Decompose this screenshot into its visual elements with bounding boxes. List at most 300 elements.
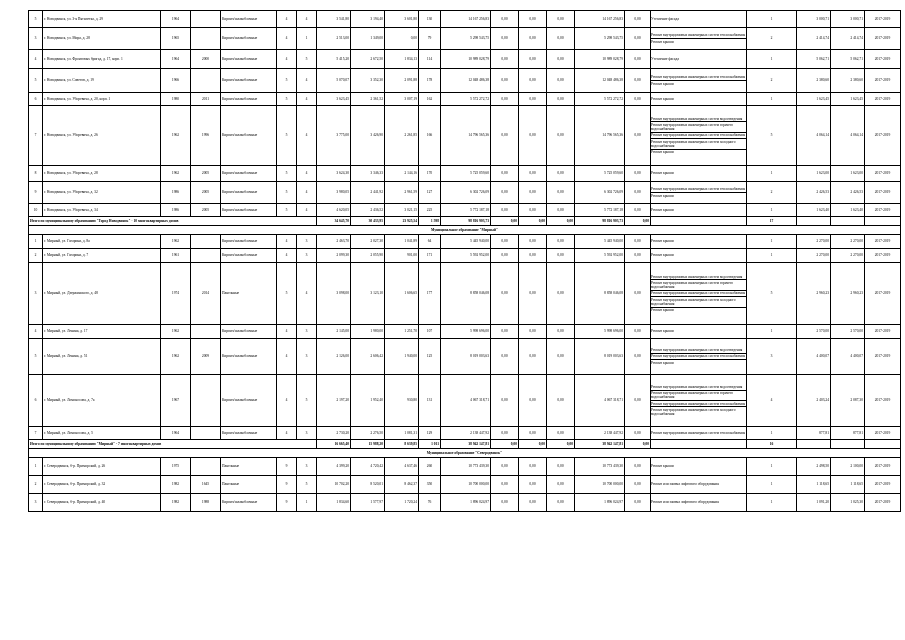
floors-cell: 4 (277, 375, 297, 427)
total-value: 34 645,70 (317, 217, 351, 226)
year-built-cell: 1964 (161, 11, 191, 28)
period-cell: 2017-2019 (865, 182, 901, 204)
repair-program-table (28, 10, 901, 512)
total-area-cell: 2 463,70 (317, 235, 351, 249)
total-area-cell: 2 099,30 (317, 249, 351, 263)
total-value: 0,00 (519, 217, 547, 226)
residents-cell: 225 (419, 204, 441, 217)
specific-cost-cell: 877,81 (797, 427, 831, 440)
regional-share-cell: 0,00 (519, 249, 547, 263)
entrances-cell: 4 (297, 106, 317, 166)
floors-cell: 4 (277, 427, 297, 440)
wall-material-cell: Кирпич/шлакоблочные (221, 249, 277, 263)
fund-share-cell: 0,00 (491, 235, 519, 249)
year-built-cell: 1961 (161, 249, 191, 263)
total-area-cell: 3 624,30 (317, 166, 351, 182)
works-list-cell (651, 235, 747, 249)
total-area-cell: 4 399,20 (317, 458, 351, 476)
work-item: Ремонт крыши (651, 239, 674, 244)
fund-share-cell: 0,00 (491, 28, 519, 50)
total-row (29, 440, 901, 449)
row-number: 6 (29, 375, 43, 427)
residents-cell: 130 (419, 11, 441, 28)
wall-material-cell: Кирпич/шлакоблочные (221, 427, 277, 440)
work-item: Ремонт крыши (651, 308, 674, 312)
address-cell: г. Новодвинск, ул. Фронтовых бригад, д. 17, корп. 1 (43, 50, 161, 69)
year-built-cell: 1962 (161, 235, 191, 249)
total-cost-cell: 8 019 003,63 (441, 339, 491, 375)
nonresidential-area-cell: 901,00 (385, 249, 419, 263)
year-repair-cell: 1996 (191, 106, 221, 166)
municipal-share-cell: 0,00 (547, 339, 575, 375)
works-list-cell (651, 263, 747, 325)
regional-share-cell: 0,00 (519, 263, 547, 325)
municipal-share-cell: 0,00 (547, 50, 575, 69)
works-list-cell (651, 427, 747, 440)
total-empty (797, 440, 831, 449)
residential-area-cell: 3 426,90 (351, 106, 385, 166)
year-built-cell: 1982 (161, 494, 191, 512)
works-list-cell (651, 166, 747, 182)
period-cell: 2017-2019 (865, 375, 901, 427)
works-list-cell (651, 325, 747, 339)
max-cost-cell: 877,81 (831, 427, 865, 440)
max-cost-cell: 5 062,71 (831, 50, 865, 69)
other-share-cell: 0,00 (625, 263, 651, 325)
work-item: Ремонт внутридомовых инженерных систем теплоснабжения (651, 133, 746, 138)
year-repair-cell: 2009 (191, 339, 221, 375)
nonresidential-area-cell: 1 041,89 (385, 235, 419, 249)
wall-material-cell: Кирпич/шлакоблочные (221, 375, 277, 427)
nonresidential-area-cell: 1 251,70 (385, 325, 419, 339)
table-row (29, 28, 901, 50)
work-item: Ремонт крыши (651, 81, 674, 86)
residents-cell: 127 (419, 182, 441, 204)
period-cell: 2017-2019 (865, 339, 901, 375)
max-cost-cell: 1 623,40 (831, 204, 865, 217)
other-share-cell: 0,00 (625, 458, 651, 476)
municipal-share-cell: 0,00 (547, 69, 575, 93)
nonresidential-area-cell: 0,00 (385, 28, 419, 50)
work-item: Ремонт внутридомовых инженерных систем теплоснабжения (651, 401, 746, 406)
row-number: 3 (29, 263, 43, 325)
max-cost-cell: 4 064,14 (831, 106, 865, 166)
other-share-cell: 0,00 (625, 69, 651, 93)
max-cost-cell: 1 623,00 (831, 166, 865, 182)
fund-share-cell: 0,00 (491, 476, 519, 494)
total-empty (651, 440, 747, 449)
nonresidential-area-cell: 1 720,24 (385, 494, 419, 512)
owners-share-cell: 5 725 059,60 (575, 166, 625, 182)
row-number: 5 (29, 339, 43, 375)
row-number: 3 (29, 28, 43, 50)
work-item: Утепление фасада (651, 56, 679, 61)
year-repair-cell (191, 458, 221, 476)
total-area-cell: 3 980,05 (317, 182, 351, 204)
owners-share-cell: 6 302 726,09 (575, 182, 625, 204)
max-cost-cell: 1 623,45 (831, 93, 865, 106)
period-cell: 2017-2019 (865, 494, 901, 512)
works-count-cell: 2 (747, 28, 797, 50)
specific-cost-cell: 2 380,60 (797, 69, 831, 93)
owners-share-cell: 12 048 486,38 (575, 69, 625, 93)
wall-material-cell: Кирпич/шлакоблочные (221, 204, 277, 217)
work-item: Утепление фасада (651, 16, 679, 21)
work-item: Ремонт внутридомовых инженерных систем теплоснабжения (651, 291, 746, 296)
work-item: Ремонт внутридомовых инженерных систем теплоснабжения (651, 187, 746, 192)
works-list-cell (651, 50, 747, 69)
total-value: 38 942 147,81 (575, 440, 625, 449)
residential-area-cell: 1 349,00 (351, 28, 385, 50)
max-cost-cell: 1 025,30 (831, 494, 865, 512)
residential-area-cell: 2 672,50 (351, 50, 385, 69)
municipal-share-cell: 0,00 (547, 375, 575, 427)
nonresidential-area-cell: 2 144,16 (385, 166, 419, 182)
fund-share-cell: 0,00 (491, 339, 519, 375)
nonresidential-area-cell: 1 940,00 (385, 339, 419, 375)
document-page (28, 10, 891, 512)
entrances-cell: 4 (297, 11, 317, 28)
total-cost-cell: 14 796 565,36 (441, 106, 491, 166)
nonresidential-area-cell: 1 606,65 (385, 263, 419, 325)
municipal-share-cell: 0,00 (547, 249, 575, 263)
total-area-cell: 2 730,20 (317, 427, 351, 440)
specific-cost-cell: 2 960,23 (797, 263, 831, 325)
address-cell: г. Новодвинск, ул. Мира, д. 28 (43, 28, 161, 50)
entrances-cell: 3 (297, 427, 317, 440)
total-value: 16 665,40 (317, 440, 351, 449)
wall-material-cell: Панельные (221, 263, 277, 325)
period-cell: 2017-2019 (865, 476, 901, 494)
works-count-cell: 1 (747, 494, 797, 512)
max-cost-cell: 2 380,60 (831, 69, 865, 93)
other-share-cell: 0,00 (625, 50, 651, 69)
period-cell: 2017-2019 (865, 93, 901, 106)
municipal-share-cell: 0,00 (547, 494, 575, 512)
floors-cell: 4 (277, 11, 297, 28)
total-cost-cell: 5 298 543,75 (441, 28, 491, 50)
address-cell: г. Новодвинск, ул. Уборевича, д. 28 (43, 166, 161, 182)
wall-material-cell: Кирпич/шлакоблочные (221, 28, 277, 50)
total-empty (865, 217, 901, 226)
floors-cell: 5 (277, 182, 297, 204)
wall-material-cell: Кирпич/шлакоблочные (221, 69, 277, 93)
residential-area-cell: 1 980,00 (351, 325, 385, 339)
specific-cost-cell: 1 118,65 (797, 476, 831, 494)
row-number: 6 (29, 93, 43, 106)
municipal-share-cell: 0,00 (547, 458, 575, 476)
other-share-cell: 0,00 (625, 375, 651, 427)
table-row (29, 235, 901, 249)
table-row (29, 11, 901, 28)
residents-cell: 177 (419, 263, 441, 325)
total-works-count: 17 (747, 217, 797, 226)
address-cell: г. Новодвинск, ул. Уборевича, д. 20, корп. 1 (43, 93, 161, 106)
fund-share-cell: 0,00 (491, 204, 519, 217)
regional-share-cell: 0,00 (519, 93, 547, 106)
regional-share-cell: 0,00 (519, 494, 547, 512)
works-list-cell (651, 339, 747, 375)
address-cell: г. Мирный, ул. Ленина, д. 17 (43, 325, 161, 339)
regional-share-cell: 0,00 (519, 166, 547, 182)
entrances-cell: 3 (297, 249, 317, 263)
total-area-cell: 2 145,00 (317, 325, 351, 339)
owners-share-cell: 10 773 439,30 (575, 458, 625, 476)
row-number: 7 (29, 427, 43, 440)
total-cost-cell: 10 773 439,30 (441, 458, 491, 476)
nonresidential-area-cell: 2 961,59 (385, 182, 419, 204)
section-title: Муниципальное образование "Северодвинск" (29, 449, 901, 458)
table-row (29, 106, 901, 166)
nonresidential-area-cell: 930,80 (385, 375, 419, 427)
works-count-cell: 5 (747, 106, 797, 166)
regional-share-cell: 0,00 (519, 339, 547, 375)
year-repair-cell (191, 11, 221, 28)
row-number: 1 (29, 458, 43, 476)
work-item: Ремонт внутридомовых инженерных систем холодного водоснабжения (651, 297, 746, 307)
works-count-cell: 1 (747, 476, 797, 494)
max-cost-cell: 2 100,00 (831, 458, 865, 476)
owners-share-cell: 8 019 003,63 (575, 339, 625, 375)
entrances-cell: 1 (297, 494, 317, 512)
regional-share-cell: 0,00 (519, 182, 547, 204)
year-built-cell: 1975 (161, 458, 191, 476)
year-built-cell: 1967 (161, 375, 191, 427)
residents-cell: 171 (419, 249, 441, 263)
owners-share-cell: 8 858 046,08 (575, 263, 625, 325)
year-built-cell: 1986 (161, 182, 191, 204)
total-label: Итого по муниципальному образованию "Город Новодвинск" - 10 многоквартирных домов (29, 217, 317, 226)
address-cell: г. Новодвинск, ул. Советов, д. 19 (43, 69, 161, 93)
floors-cell: 5 (277, 69, 297, 93)
total-value: 1 011 (419, 440, 441, 449)
specific-cost-cell: 5 062,71 (797, 50, 831, 69)
row-number: 5 (29, 11, 43, 28)
wall-material-cell: Кирпич/шлакоблочные (221, 93, 277, 106)
row-number: 9 (29, 182, 43, 204)
works-list-cell (651, 249, 747, 263)
total-cost-cell: 5 572 272,72 (441, 93, 491, 106)
other-share-cell: 0,00 (625, 204, 651, 217)
row-number: 10 (29, 204, 43, 217)
work-item: Ремонт внутридомовых инженерных систем холодного водоснабжения (651, 139, 746, 149)
municipal-share-cell: 0,00 (547, 263, 575, 325)
entrances-cell: 5 (297, 476, 317, 494)
total-works-count: 16 (747, 440, 797, 449)
residents-cell: 178 (419, 69, 441, 93)
total-cost-cell: 5 772 187,18 (441, 204, 491, 217)
entrances-cell: 4 (297, 204, 317, 217)
period-cell: 2017-2019 (865, 204, 901, 217)
year-repair-cell: 1645 (191, 476, 221, 494)
total-cost-cell: 5 445 940,00 (441, 235, 491, 249)
specific-cost-cell: 2 570,00 (797, 325, 831, 339)
other-share-cell: 0,00 (625, 476, 651, 494)
entrances-cell: 4 (297, 182, 317, 204)
wall-material-cell: Кирпич/шлакоблочные (221, 494, 277, 512)
municipal-share-cell: 0,00 (547, 166, 575, 182)
works-list-cell (651, 476, 747, 494)
total-value: 98 816 903,73 (441, 217, 491, 226)
year-built-cell: 1962 (161, 166, 191, 182)
residents-cell: 260 (419, 458, 441, 476)
residential-area-cell: 2 361,52 (351, 93, 385, 106)
section-row (29, 226, 901, 235)
address-cell: г. Мирный, ул. Ломоносова, д. 5 (43, 427, 161, 440)
max-cost-cell: 2 414,74 (831, 28, 865, 50)
owners-share-cell: 5 592 952,00 (575, 249, 625, 263)
owners-share-cell: 5 298 543,75 (575, 28, 625, 50)
entrances-cell: 3 (297, 325, 317, 339)
nonresidential-area-cell: 2 091,88 (385, 69, 419, 93)
total-value: 98 816 903,73 (575, 217, 625, 226)
row-number: 4 (29, 50, 43, 69)
municipal-share-cell: 0,00 (547, 235, 575, 249)
other-share-cell: 0,00 (625, 494, 651, 512)
period-cell: 2017-2019 (865, 249, 901, 263)
nonresidential-area-cell: 8 462,37 (385, 476, 419, 494)
work-item: Ремонт крыши (651, 207, 674, 212)
year-built-cell: 1964 (161, 50, 191, 69)
other-share-cell: 0,00 (625, 249, 651, 263)
year-repair-cell (191, 427, 221, 440)
total-value: 23 925,54 (385, 217, 419, 226)
max-cost-cell: 2 270,00 (831, 235, 865, 249)
total-empty (831, 217, 865, 226)
wall-material-cell: Панельные (221, 458, 277, 476)
works-count-cell: 2 (747, 69, 797, 93)
wall-material-cell: Кирпич/шлакоблочные (221, 325, 277, 339)
owners-share-cell: 2 138 447,92 (575, 427, 625, 440)
address-cell: г. Северодвинск, б-р. Приморский, д. 40 (43, 494, 161, 512)
nonresidential-area-cell: 1 834,13 (385, 50, 419, 69)
fund-share-cell: 0,00 (491, 263, 519, 325)
row-number: 4 (29, 325, 43, 339)
entrances-cell: 3 (297, 339, 317, 375)
max-cost-cell: 2 960,23 (831, 263, 865, 325)
owners-share-cell: 14 167 256,83 (575, 11, 625, 28)
specific-cost-cell: 2 426,53 (797, 182, 831, 204)
residents-cell: 162 (419, 93, 441, 106)
fund-share-cell: 0,00 (491, 325, 519, 339)
works-list-cell (651, 106, 747, 166)
municipal-share-cell: 0,00 (547, 182, 575, 204)
total-value: 0,00 (519, 440, 547, 449)
table-row (29, 476, 901, 494)
period-cell: 2017-2019 (865, 263, 901, 325)
wall-material-cell: Панельные (221, 476, 277, 494)
table-row (29, 427, 901, 440)
works-count-cell: 1 (747, 93, 797, 106)
address-cell: г. Мирный, ул. Ломоносова, д. 7а (43, 375, 161, 427)
residential-area-cell: 3 123,10 (351, 263, 385, 325)
specific-cost-cell: 2 403,24 (797, 375, 831, 427)
address-cell: г. Мирный, ул. Гагарина, д. 7 (43, 249, 161, 263)
total-area-cell: 4 620,05 (317, 204, 351, 217)
total-label: Итого по муниципальному образованию "Мирный" - 7 многоквартирных домов (29, 440, 317, 449)
owners-share-cell: 5 445 940,00 (575, 235, 625, 249)
residents-cell: 170 (419, 166, 441, 182)
total-area-cell: 5 415,20 (317, 50, 351, 69)
floors-cell: 4 (277, 235, 297, 249)
municipal-share-cell: 0,00 (547, 204, 575, 217)
residents-cell: 79 (419, 28, 441, 50)
residential-area-cell: 1 952,40 (351, 375, 385, 427)
work-item: Ремонт крыши (651, 150, 674, 154)
year-repair-cell: 2014 (191, 263, 221, 325)
section-title: Муниципальное образование "Мирный" (29, 226, 901, 235)
max-cost-cell: 2 426,53 (831, 182, 865, 204)
entrances-cell: 1 (297, 28, 317, 50)
total-cost-cell: 6 302 726,09 (441, 182, 491, 204)
works-list-cell (651, 458, 747, 476)
total-area-cell: 5 070,07 (317, 69, 351, 93)
residents-cell: 129 (419, 427, 441, 440)
year-repair-cell (191, 69, 221, 93)
residential-area-cell: 4 720,42 (351, 458, 385, 476)
total-empty (831, 440, 865, 449)
wall-material-cell: Кирпич/шлакоблочные (221, 11, 277, 28)
total-value: 1 598 (419, 217, 441, 226)
floors-cell: 5 (277, 93, 297, 106)
fund-share-cell: 0,00 (491, 182, 519, 204)
municipal-share-cell: 0,00 (547, 28, 575, 50)
other-share-cell: 0,00 (625, 325, 651, 339)
work-item: Ремонт внутридомовых инженерных систем горячего водоснабжения (651, 122, 746, 132)
municipal-share-cell: 0,00 (547, 106, 575, 166)
work-item: Ремонт внутридомовых инженерных систем водоотведения (651, 348, 746, 354)
year-repair-cell (191, 235, 221, 249)
total-value: 0,00 (547, 440, 575, 449)
works-count-cell: 1 (747, 458, 797, 476)
work-item: Ремонт крыши (651, 96, 674, 101)
work-item: Ремонт внутридомовых инженерных систем теплоснабжения (651, 430, 746, 435)
works-count-cell: 2 (747, 182, 797, 204)
wall-material-cell: Кирпич/шлакоблочные (221, 50, 277, 69)
entrances-cell: 5 (297, 50, 317, 69)
address-cell: г. Мирный, ул. Гагарина, д. 8а (43, 235, 161, 249)
entrances-cell: 3 (297, 458, 317, 476)
specific-cost-cell: 3 000,71 (797, 11, 831, 28)
regional-share-cell: 0,00 (519, 28, 547, 50)
period-cell: 2017-2019 (865, 235, 901, 249)
residential-area-cell: 1 577,97 (351, 494, 385, 512)
regional-share-cell: 0,00 (519, 375, 547, 427)
owners-share-cell: 4 067 318,71 (575, 375, 625, 427)
owners-share-cell: 5 572 272,72 (575, 93, 625, 106)
max-cost-cell: 1 118,65 (831, 476, 865, 494)
year-repair-cell: 2005 (191, 182, 221, 204)
year-repair-cell (191, 325, 221, 339)
total-cost-cell: 5 592 952,00 (441, 249, 491, 263)
residential-area-cell: 3 346,33 (351, 166, 385, 182)
total-row (29, 217, 901, 226)
total-area-cell: 3 623,45 (317, 93, 351, 106)
other-share-cell: 0,00 (625, 11, 651, 28)
nonresidential-area-cell: 3 021,15 (385, 204, 419, 217)
owners-share-cell: 10 989 028,79 (575, 50, 625, 69)
work-item: Ремонт крыши (651, 464, 674, 469)
total-area-cell: 3 541,80 (317, 11, 351, 28)
floors-cell: 4 (277, 28, 297, 50)
floors-cell: 5 (277, 166, 297, 182)
row-number: 1 (29, 235, 43, 249)
table-row (29, 325, 901, 339)
year-built-cell: 1966 (161, 69, 191, 93)
residential-area-cell: 8 520,01 (351, 476, 385, 494)
total-area-cell: 3 775,00 (317, 106, 351, 166)
total-cost-cell: 5 998 696,00 (441, 325, 491, 339)
